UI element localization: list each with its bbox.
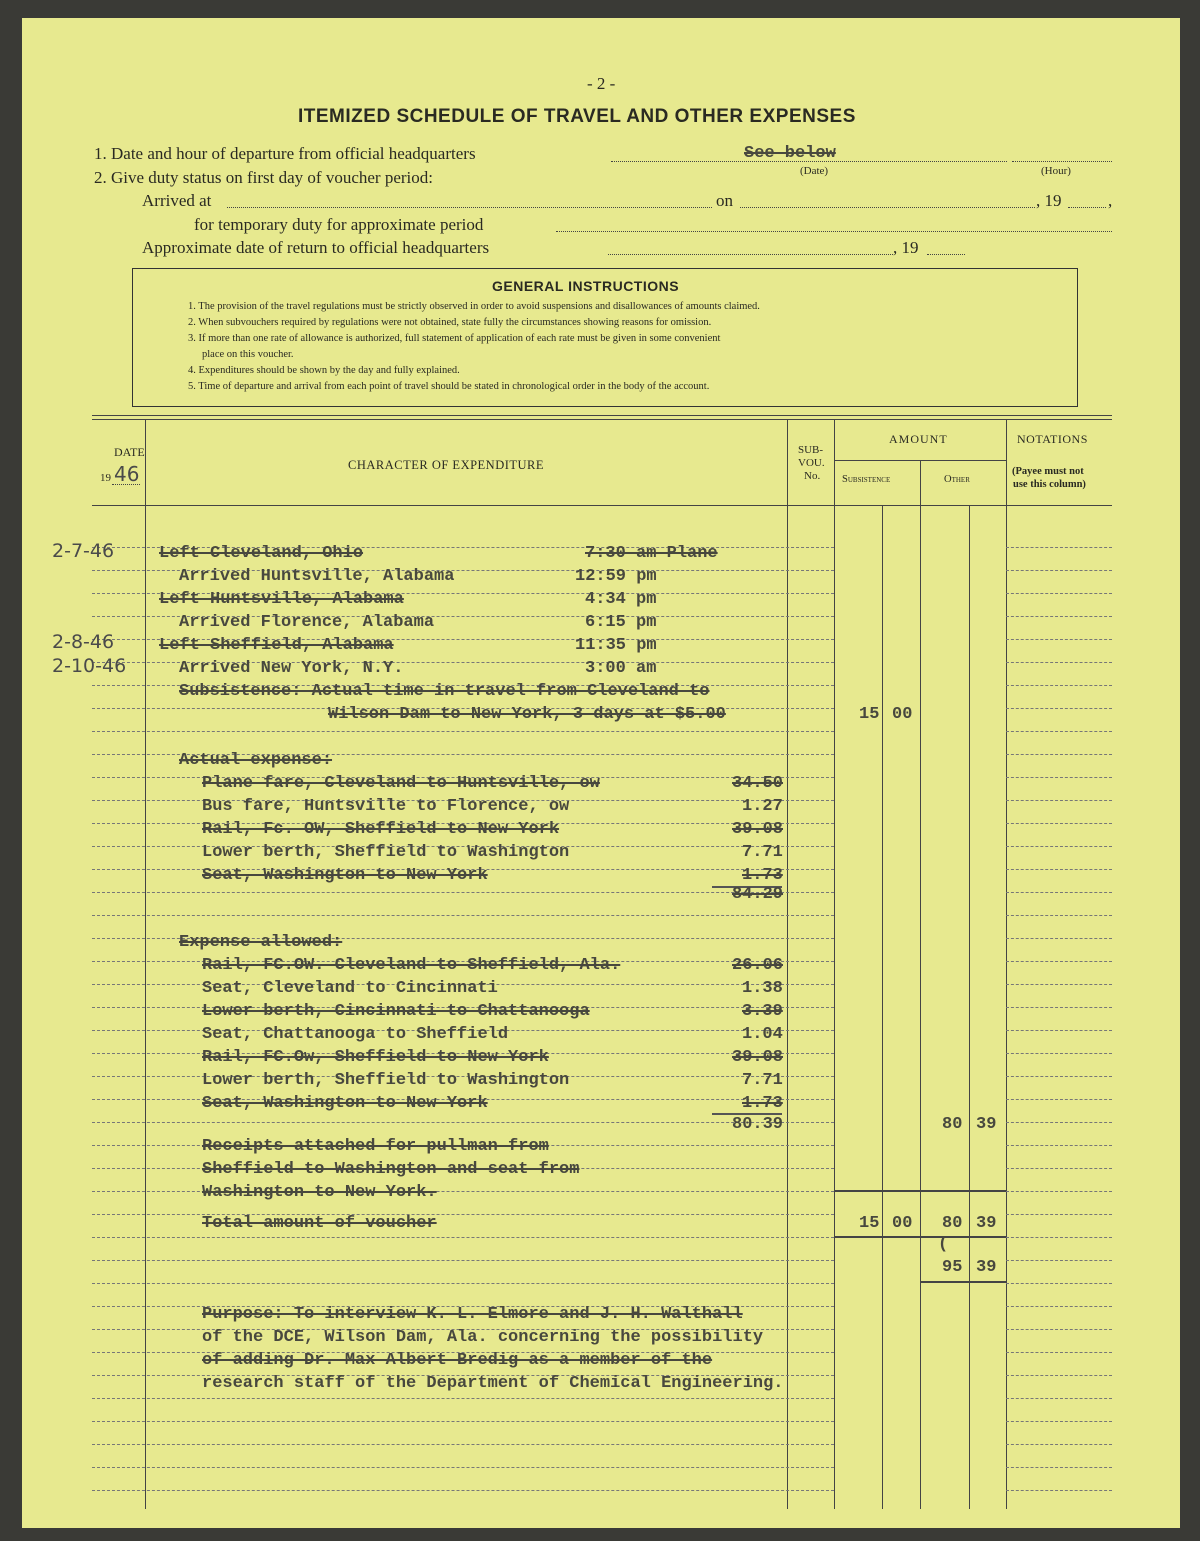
- itinerary-time: 7:30 am Plane: [585, 544, 718, 563]
- expense-allowed-item: Lower berth, Cincinnati to Chattanooga: [202, 1002, 590, 1021]
- itinerary-time: 12:59 pm: [575, 567, 657, 586]
- notations-guide-line: [1006, 547, 1112, 548]
- row-guide-line: [92, 1398, 834, 1399]
- grand-total-rule: [920, 1281, 1006, 1283]
- notations-guide-line: [1006, 984, 1112, 985]
- notations-guide-line: [1006, 708, 1112, 709]
- receipts-line: Sheffield to Washington and seat from: [202, 1160, 580, 1179]
- itinerary-place: Arrived Florence, Alabama: [179, 613, 435, 632]
- year-handwritten: 46: [114, 462, 140, 486]
- on-label: on: [716, 191, 733, 210]
- date-caption: (Date): [800, 165, 829, 177]
- notations-guide-line: [1006, 1168, 1112, 1169]
- other-header: Other: [944, 474, 970, 485]
- notations-guide-line: [1006, 1375, 1112, 1376]
- notations-guide-line: [1006, 1421, 1112, 1422]
- expense-allowed-heading: Expense allowed:: [179, 933, 343, 952]
- notations-guide-line: [1006, 685, 1112, 686]
- purpose-line: Purpose: To interview K. L. Elmore and J. H. Walthall: [202, 1305, 743, 1324]
- notations-guide-line: [1006, 662, 1112, 663]
- notations-guide-line: [1006, 639, 1112, 640]
- notations-header: NOTATIONS: [1017, 432, 1088, 446]
- notations-guide-line: [1006, 1283, 1112, 1284]
- notations-guide-line: [1006, 1444, 1112, 1445]
- purpose-line: research staff of the Department of Chemical Engineering.: [202, 1374, 784, 1393]
- expense-allowed-amount: 1.04: [742, 1025, 783, 1044]
- notations-guide-line: [1006, 892, 1112, 893]
- actual-expense-amount: 34.50: [732, 774, 784, 793]
- col-other-divider: [1006, 419, 1007, 1509]
- expense-allowed-item: Seat, Washington to New York: [202, 1094, 488, 1113]
- expense-allowed-item: Seat, Cleveland to Cincinnati: [202, 979, 498, 998]
- actual-expense-amount: 39.08: [732, 820, 784, 839]
- notations-guide-line: [1006, 938, 1112, 939]
- actual-expense-amount: 1.27: [742, 797, 783, 816]
- page-number: - 2 -: [587, 74, 616, 93]
- expense-allowed-amount: 3.39: [742, 1002, 783, 1021]
- total-subsistence-dollars: 15: [859, 1214, 880, 1233]
- row-guide-line: [92, 731, 834, 732]
- temporary-duty-label: for temporary duty for approximate period: [194, 215, 484, 234]
- expense-allowed-item: Rail, FC.Ow, Sheffield to New York: [202, 1048, 549, 1067]
- total-other-cents: 39: [976, 1214, 997, 1233]
- row-guide-line: [92, 1444, 834, 1445]
- notations-guide-line: [1006, 1306, 1112, 1307]
- totals-top-rule: [834, 1190, 1006, 1192]
- notations-guide-line: [1006, 915, 1112, 916]
- arrived-at-line: [227, 207, 712, 208]
- notations-guide-line: [1006, 800, 1112, 801]
- grand-total-dollars: 95: [942, 1258, 963, 1277]
- total-other-dollars: 80: [942, 1214, 963, 1233]
- row-guide-line: [92, 1283, 834, 1284]
- actual-expense-item: Lower berth, Sheffield to Washington: [202, 843, 570, 862]
- subsistence-line-2: Wilson Dam to New York, 3 days at $5.00: [328, 705, 726, 724]
- instruction-5: 5. Time of departure and arrival from each point of travel should be stated in chronological order in the body of the account.: [188, 381, 710, 392]
- instruction-3-continued: place on this voucher.: [202, 349, 294, 360]
- subvoucher-header-2: VOU.: [798, 457, 825, 469]
- other-dollars: 80: [942, 1115, 963, 1134]
- row-guide-line: [92, 1237, 834, 1238]
- date-header: DATE: [114, 445, 145, 459]
- notations-guide-line: [1006, 570, 1112, 571]
- notations-guide-line: [1006, 1191, 1112, 1192]
- notations-guide-line: [1006, 869, 1112, 870]
- voucher-page: [22, 18, 1180, 1528]
- year-dotted-line: [112, 484, 140, 485]
- table-top-rule-2: [92, 419, 1112, 420]
- subsistence-dollars: 15: [859, 705, 880, 724]
- col-date-divider: [145, 419, 146, 1509]
- notations-guide-line: [1006, 1329, 1112, 1330]
- year-line: [1068, 207, 1106, 208]
- notations-guide-line: [1006, 1467, 1112, 1468]
- notations-guide-line: [1006, 823, 1112, 824]
- page-title: ITEMIZED SCHEDULE OF TRAVEL AND OTHER EXPENSES: [298, 106, 856, 127]
- question-1: 1. Date and hour of departure from official headquarters: [94, 144, 476, 163]
- expense-allowed-item: Lower berth, Sheffield to Washington: [202, 1071, 570, 1090]
- notations-guide-line: [1006, 1030, 1112, 1031]
- notations-guide-line: [1006, 1099, 1112, 1100]
- row-guide-line: [92, 1467, 834, 1468]
- arrived-at-label: Arrived at: [142, 191, 212, 210]
- itinerary-place: Left Huntsville, Alabama: [159, 590, 404, 609]
- purpose-line: of adding Dr. Max Albert Bredig as a member of the: [202, 1351, 713, 1370]
- actual-expense-item: Bus fare, Huntsville to Florence, ow: [202, 797, 570, 816]
- notations-note-2: use this column): [1013, 479, 1086, 490]
- actual-expense-item: Plane fare, Cleveland to Huntsville, ow: [202, 774, 600, 793]
- itinerary-place: Left Cleveland, Ohio: [159, 544, 364, 563]
- expense-allowed-amount: 39.08: [732, 1048, 784, 1067]
- expense-allowed-amount: 1.38: [742, 979, 783, 998]
- character-header: CHARACTER OF EXPENDITURE: [348, 458, 545, 472]
- actual-expense-item: Rail, Fc. OW, Sheffield to New York: [202, 820, 560, 839]
- header-bottom-rule: [92, 505, 1112, 506]
- expense-allowed-item: Rail, FC.OW. Cleveland to Sheffield, Ala.: [202, 956, 621, 975]
- notations-guide-line: [1006, 1122, 1112, 1123]
- instruction-2: 2. When subvouchers required by regulations were not obtained, state fully the circumstances showing reasons for omission.: [188, 317, 712, 328]
- year-prefix: 19: [100, 472, 111, 484]
- itinerary-place: Left Sheffield, Alabama: [159, 636, 394, 655]
- other-cents: 39: [976, 1115, 997, 1134]
- question-2: 2. Give duty status on first day of voucher period:: [94, 168, 433, 187]
- totals-bottom-rule: [834, 1236, 1006, 1238]
- total-voucher-label: Total amount of voucher: [202, 1214, 437, 1233]
- itinerary-time: 6:15 pm: [585, 613, 657, 632]
- date-entry: 2-10-46: [52, 655, 127, 677]
- q1-answer: See below: [744, 144, 836, 163]
- notations-guide-line: [1006, 777, 1112, 778]
- grand-total-cents: 39: [976, 1258, 997, 1277]
- notations-guide-line: [1006, 1007, 1112, 1008]
- return-date-line: [608, 254, 893, 255]
- notations-guide-line: [1006, 1260, 1112, 1261]
- receipts-line: Receipts attached for pullman from: [202, 1137, 549, 1156]
- notations-guide-line: [1006, 1076, 1112, 1077]
- expense-allowed-amount: 26.06: [732, 956, 784, 975]
- row-guide-line: [92, 892, 834, 893]
- col-other-cents-divider: [969, 505, 970, 1509]
- subsistence-header: Subsistence: [842, 474, 891, 485]
- return-date-label: Approximate date of return to official headquarters: [142, 238, 490, 257]
- actual-expense-total: 84.29: [732, 885, 784, 904]
- notations-guide-line: [1006, 616, 1112, 617]
- row-guide-line: [92, 1490, 834, 1491]
- hour-caption: (Hour): [1041, 165, 1071, 177]
- notations-guide-line: [1006, 961, 1112, 962]
- actual-expense-heading: Actual expense:: [179, 751, 333, 770]
- subsistence-cents: 00: [892, 705, 913, 724]
- notations-guide-line: [1006, 1053, 1112, 1054]
- row-guide-line: [92, 1260, 834, 1261]
- amount-header: AMOUNT: [889, 432, 948, 446]
- subvoucher-header-3: No.: [804, 470, 821, 482]
- temporary-duty-line: [556, 231, 1112, 232]
- col-sub-divider: [834, 419, 835, 1509]
- notations-note-1: (Payee must not: [1012, 466, 1084, 477]
- subvoucher-header-1: SUB-: [798, 444, 824, 456]
- col-char-divider: [787, 419, 788, 1509]
- row-guide-line: [92, 1421, 834, 1422]
- itinerary-time: 3:00 am: [585, 659, 657, 678]
- notations-guide-line: [1006, 846, 1112, 847]
- instruction-1: 1. The provision of the travel regulations must be strictly observed in order to avoid suspensions and disallowances of amounts claimed.: [188, 301, 760, 312]
- itinerary-time: 11:35 pm: [575, 636, 657, 655]
- actual-expense-amount: 1.73: [742, 866, 783, 885]
- notations-guide-line: [1006, 754, 1112, 755]
- on-line: [740, 207, 1035, 208]
- itinerary-place: Arrived New York, N.Y.: [179, 659, 404, 678]
- notations-guide-line: [1006, 1237, 1112, 1238]
- q1-hour-dotted-line: [1012, 161, 1112, 162]
- col-subsistence-divider: [920, 460, 921, 1509]
- expense-allowed-amount: 7.71: [742, 1071, 783, 1090]
- notations-guide-line: [1006, 1352, 1112, 1353]
- notations-guide-line: [1006, 1145, 1112, 1146]
- notations-guide-line: [1006, 1490, 1112, 1491]
- col-subsistence-cents-divider: [882, 505, 883, 1509]
- notations-guide-line: [1006, 593, 1112, 594]
- actual-expense-amount: 7.71: [742, 843, 783, 862]
- itinerary-time: 4:34 pm: [585, 590, 657, 609]
- row-guide-line: [92, 1122, 834, 1123]
- date-entry: 2-8-46: [52, 631, 115, 653]
- comma: ,: [1108, 191, 1113, 210]
- expense-allowed-amount: 1.73: [742, 1094, 783, 1113]
- instruction-4: 4. Expenditures should be shown by the day and fully explained.: [188, 365, 460, 376]
- expense-allowed-total: 80.39: [732, 1115, 784, 1134]
- table-top-rule-1: [92, 415, 1112, 416]
- row-guide-line: [92, 915, 834, 916]
- notations-guide-line: [1006, 1398, 1112, 1399]
- itinerary-place: Arrived Huntsville, Alabama: [179, 567, 455, 586]
- instructions-title: GENERAL INSTRUCTIONS: [492, 278, 680, 294]
- purpose-line: of the DCE, Wilson Dam, Ala. concerning the possibility: [202, 1328, 764, 1347]
- instruction-3: 3. If more than one rate of allowance is authorized, full statement of application of each rate must be given in some convenient: [188, 333, 721, 344]
- subsistence-line-1: Subsistence: Actual time in travel from Cleveland to: [179, 682, 710, 701]
- notations-guide-line: [1006, 1214, 1112, 1215]
- actual-expense-item: Seat, Washington to New York: [202, 866, 488, 885]
- date-entry: 2-7-46: [52, 540, 115, 562]
- year-label: , 19: [1036, 191, 1062, 210]
- expense-allowed-item: Seat, Chattanooga to Sheffield: [202, 1025, 509, 1044]
- return-year-line: [927, 254, 965, 255]
- notations-guide-line: [1006, 731, 1112, 732]
- receipts-line: Washington to New York.: [202, 1183, 437, 1202]
- grand-total-paren: (: [938, 1235, 949, 1254]
- total-subsistence-cents: 00: [892, 1214, 913, 1233]
- return-year-label: , 19: [893, 238, 919, 257]
